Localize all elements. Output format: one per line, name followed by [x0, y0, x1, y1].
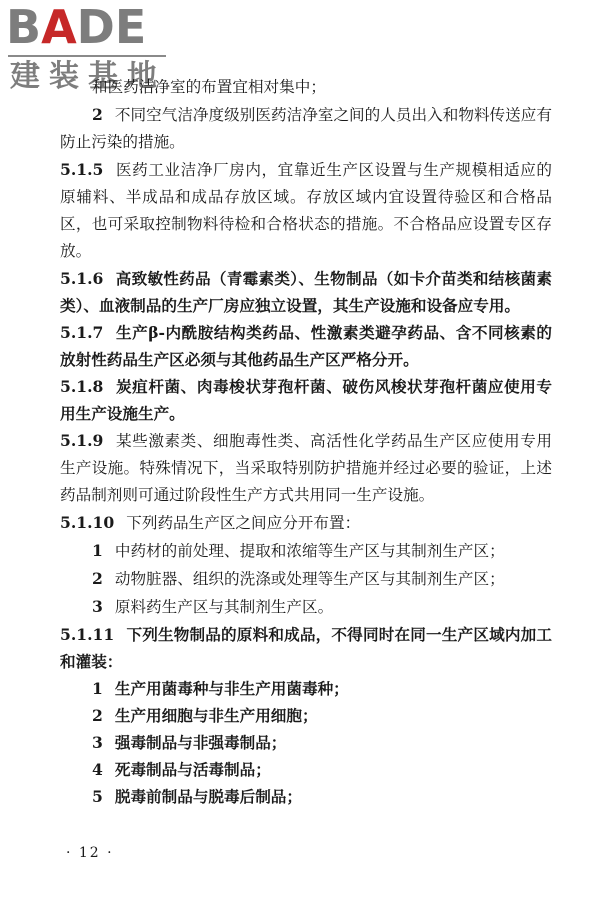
list-item: [60, 537, 552, 565]
clause-number: 5.1.7: [60, 323, 104, 342]
continuation-text: [60, 74, 552, 101]
paragraph-text: 生产β-内酰胺结构类药品、性激素类避孕药品、含不同核素的放射性药品生产区必须与其他药品生产区严格分开。: [60, 323, 552, 369]
item-number: 2: [92, 569, 103, 588]
clause-paragraph: [60, 509, 552, 537]
clause-number: 5.1.9: [60, 431, 104, 450]
paragraph-text: 原料药生产区与其制剂生产区。: [114, 598, 334, 616]
clause-paragraph: [60, 319, 552, 373]
item-number: 4: [92, 760, 103, 779]
logo-divider: [8, 55, 166, 57]
paragraph-text: 某些激素类、细胞毒性类、高活性化学药品生产区应使用专用生产设施。特殊情况下，当采取特别防护措施并经过必要的验证，上述药品制剂则可通过阶段性生产方式共用同一生产设施。: [60, 432, 552, 504]
clause-number: 5.1.11: [60, 625, 115, 644]
clause-paragraph: [60, 265, 552, 319]
list-item: [60, 593, 552, 621]
logo-latin-text: [6, 0, 181, 54]
list-item: [60, 565, 552, 593]
item-number: 2: [92, 706, 103, 725]
page-number: · 12 ·: [66, 845, 114, 861]
paragraph-text: 脱毒前制品与脱毒后制品；: [114, 787, 302, 806]
paragraph-text: 死毒制品与活毒制品；: [114, 760, 271, 779]
item-number: 1: [92, 541, 103, 560]
paragraph-text: 不同空气洁净度级别医药洁净室之间的人员出入和物料传送应有防止污染的措施。: [60, 106, 552, 151]
list-item: [60, 729, 552, 756]
clause-paragraph: [60, 427, 552, 509]
clause-paragraph: [60, 156, 552, 265]
paragraph-text: 下列生物制品的原料和成品，不得同时在同一生产区域内加工和灌装：: [60, 625, 552, 671]
paragraph-text: 中药材的前处理、提取和浓缩等生产区与其制剂生产区；: [114, 542, 505, 560]
paragraph-text: 医药工业洁净厂房内，宜靠近生产区设置与生产规模相适应的原辅料、半成品和成品存放区域。存放区域内宜设置待验区和合格品区，也可采取控制物料待检和合格状态的措施。不合格品应设置专区存放。: [60, 161, 552, 260]
clause-number: 5.1.5: [60, 160, 104, 179]
item-number: 2: [92, 105, 103, 124]
paragraph-text: 下列药品生产区之间应分开布置：: [126, 514, 361, 532]
paragraph-text: 和医药洁净室的布置宜相对集中；: [92, 78, 326, 96]
paragraph-text: 生产用细胞与非生产用细胞；: [114, 706, 318, 725]
list-item: [60, 675, 552, 702]
paragraph-text: 高致敏性药品（青霉素类）、生物制品（如卡介苗类和结核菌素类）、血液制品的生产厂房应独立设置，其生产设施和设备应专用。: [60, 269, 552, 315]
item-number: 5: [92, 787, 103, 806]
clause-paragraph: [60, 621, 552, 675]
logo-letter-b: B: [6, 0, 42, 54]
item-number: 1: [92, 679, 103, 698]
paragraph-text: 炭疽杆菌、肉毒梭状芽孢杆菌、破伤风梭状芽孢杆菌应使用专用生产设施生产。: [60, 377, 552, 423]
list-item: [60, 702, 552, 729]
clause-paragraph: [60, 373, 552, 427]
clause-number: 5.1.6: [60, 269, 104, 288]
logo-cjk-text: 建装基地: [10, 59, 166, 94]
clause-number: 5.1.10: [60, 513, 115, 532]
logo-letters-de: DE: [76, 0, 147, 54]
list-item: [60, 783, 552, 810]
paragraph-text: 生产用菌毒种与非生产用菌毒种；: [114, 679, 349, 698]
clause-number: 5.1.8: [60, 377, 104, 396]
logo-letter-a: A: [41, 0, 77, 54]
paragraph-text: 强毒制品与非强毒制品；: [114, 733, 287, 752]
list-item: [60, 101, 552, 156]
item-number: 3: [92, 733, 103, 752]
document-body: [60, 74, 552, 810]
list-item: [60, 756, 552, 783]
paragraph-text: 动物脏器、组织的洗涤或处理等生产区与其制剂生产区；: [114, 570, 505, 588]
item-number: 3: [92, 597, 103, 616]
